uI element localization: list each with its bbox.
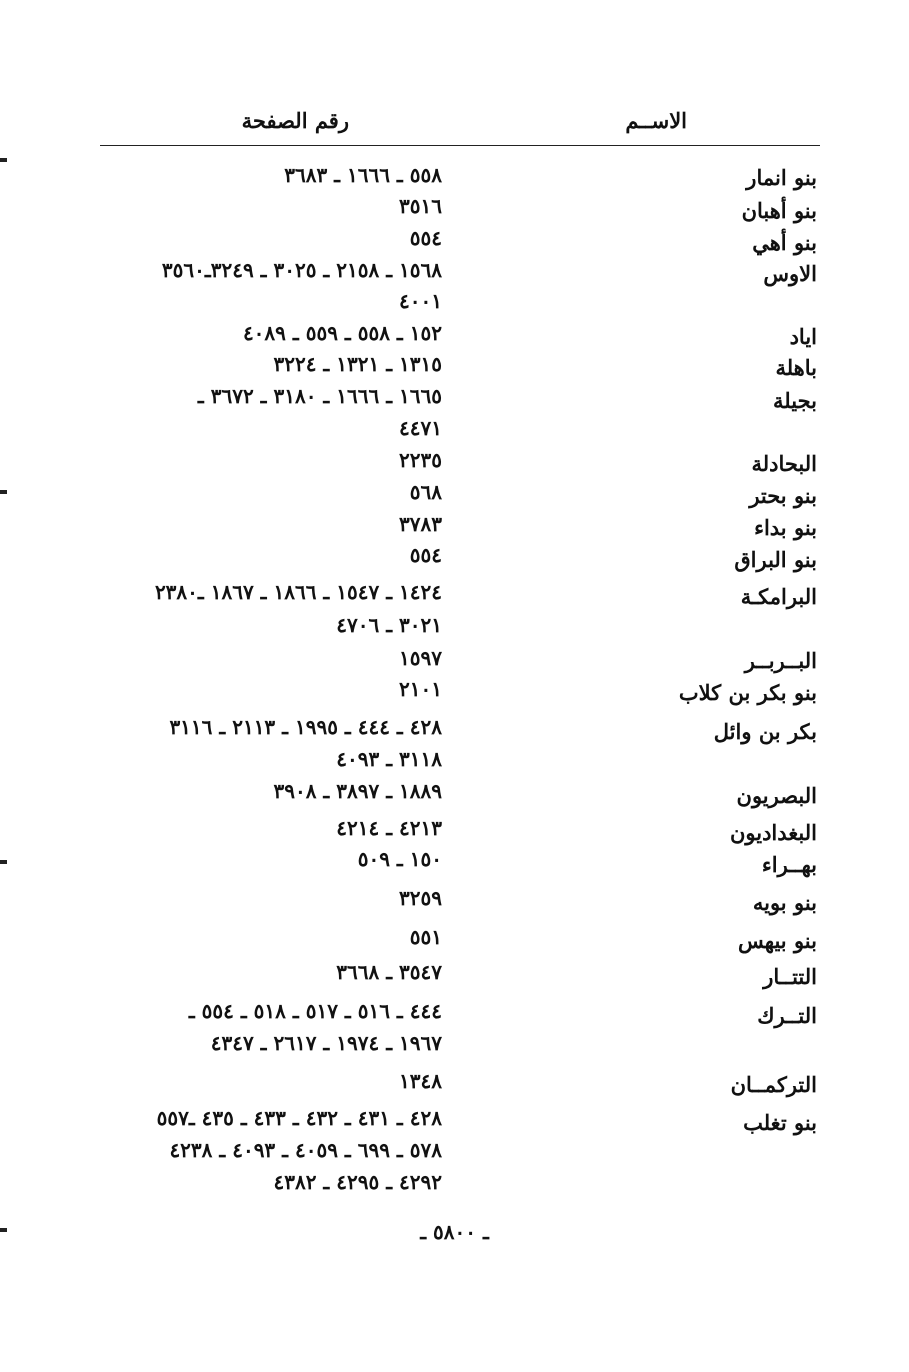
entry-name: بهــراء — [761, 852, 817, 877]
entry-pages: ١٣١٥ ـ ١٣٢١ ـ ٣٢٢٤ — [273, 352, 442, 376]
entry-name: بجيلة — [773, 388, 817, 413]
entry-name: البصريون — [736, 783, 817, 808]
entry-name: بنو بداء — [754, 515, 817, 540]
entry-pages: ١٨٨٩ ـ ٣٨٩٧ ـ ٣٩٠٨ — [273, 779, 442, 803]
header-rule — [100, 145, 820, 146]
entry-pages: ٣٥٤٧ ـ ٣٦٦٨ — [336, 960, 442, 984]
entry-name: بنو بكر بن كلاب — [678, 680, 817, 705]
entry-name: بنو بحتر — [749, 483, 817, 508]
entry-pages: ٢٢٣٥ — [399, 448, 442, 472]
entry-name: البــربــر — [744, 648, 817, 673]
entry-pages: ١٣٤٨ — [399, 1069, 442, 1093]
entry-pages: ٥٥٤ — [409, 543, 442, 567]
margin-mark — [0, 158, 7, 162]
entry-pages: ٣٧٨٣ — [399, 512, 442, 536]
entry-pages-continued: ٤٠٠١ — [399, 289, 442, 313]
entry-pages: ٤٢٨ ـ ٤٤٤ ـ ١٩٩٥ ـ ٢١١٣ ـ ٣١١٦ — [169, 715, 442, 739]
column-header-page-number: رقم الصفحة — [241, 108, 349, 133]
entry-name: البرامكـة — [740, 584, 817, 609]
entry-name: بنو أهبان — [741, 198, 817, 223]
entry-pages: ١٥٦٨ ـ ٢١٥٨ ـ ٣٠٢٥ ـ ٣٢٤٩ـ٣٥٦٠ — [161, 258, 442, 282]
entry-pages: ٤٤٤ ـ ٥١٦ ـ ٥١٧ ـ ٥١٨ ـ ٥٥٤ ـ — [188, 999, 442, 1023]
entry-pages-continued: ٤٤٧١ — [399, 416, 442, 440]
entry-name: التتــار — [763, 964, 817, 989]
entry-pages-continued: ٣١١٨ ـ ٤٠٩٣ — [336, 747, 442, 771]
entry-pages-continued: ١٩٦٧ ـ ١٩٧٤ ـ ٢٦١٧ ـ ٤٣٤٧ — [210, 1031, 442, 1055]
entry-name: بنو تغلب — [743, 1110, 817, 1135]
entry-pages: ٥٥٨ ـ ١٦٦٦ ـ ٣٦٨٣ — [284, 163, 442, 187]
entry-pages: ٤٢١٣ ـ ٤٢١٤ — [336, 816, 442, 840]
entry-pages: ٤٢٨ ـ ٤٣١ ـ ٤٣٢ ـ ٤٣٣ ـ ٤٣٥ ـ٥٥٧ — [156, 1106, 442, 1130]
entry-name: بنو بويه — [752, 890, 817, 915]
margin-mark — [0, 490, 7, 494]
entry-name: البحادلة — [751, 451, 817, 476]
entry-pages: ٥٥١ — [409, 925, 442, 949]
entry-pages: ١٤٢٤ ـ ١٥٤٧ ـ ١٨٦٦ ـ ١٨٦٧ ـ٢٣٨٠ — [154, 580, 442, 604]
entry-name: بنو بيهس — [738, 928, 817, 953]
entry-pages: ١٥٠ ـ ٥٠٩ — [357, 847, 442, 871]
entry-name: باهلة — [775, 355, 817, 380]
entry-pages: ١٥٩٧ — [399, 646, 442, 670]
entry-name: بنو انمار — [746, 165, 817, 190]
entry-name: بنو البراق — [734, 547, 817, 572]
entry-name: اياد — [789, 324, 817, 349]
entry-pages: ٢١٠١ — [399, 677, 442, 701]
column-header-name: الاســم — [625, 108, 687, 133]
entry-pages: ٥٥٤ — [409, 226, 442, 250]
entry-pages: ٣٢٥٩ — [399, 886, 442, 910]
entry-pages-continued: ٥٧٨ ـ ٦٩٩ ـ ٤٠٥٩ ـ ٤٠٩٣ ـ ٤٢٣٨ — [169, 1138, 442, 1162]
margin-mark — [0, 860, 7, 864]
entry-pages-continued: ٣٠٢١ ـ ٤٧٠٦ — [336, 613, 442, 637]
entry-name: بكر بن وائل — [713, 719, 817, 744]
entry-name: البغداديون — [729, 820, 817, 845]
entry-name: التركمــان — [730, 1072, 817, 1097]
entry-pages-continued: ٤٢٩٢ ـ ٤٢٩٥ ـ ٤٣٨٢ — [273, 1170, 442, 1194]
entry-pages: ٥٦٨ — [409, 480, 442, 504]
entry-pages: ١٥٢ ـ ٥٥٨ ـ ٥٥٩ ـ ٤٠٨٩ — [242, 321, 442, 345]
entry-name: الاوس — [763, 261, 817, 286]
page-number: ـ ٥٨٠٠ ـ — [420, 1220, 489, 1244]
entry-pages: ٣٥١٦ — [399, 194, 442, 218]
entry-pages: ١٦٦٥ ـ ١٦٦٦ ـ ٣١٨٠ ـ ٣٦٧٢ ـ — [197, 384, 442, 408]
entry-name: التــرك — [757, 1003, 817, 1028]
entry-name: بنو أهي — [752, 230, 817, 255]
